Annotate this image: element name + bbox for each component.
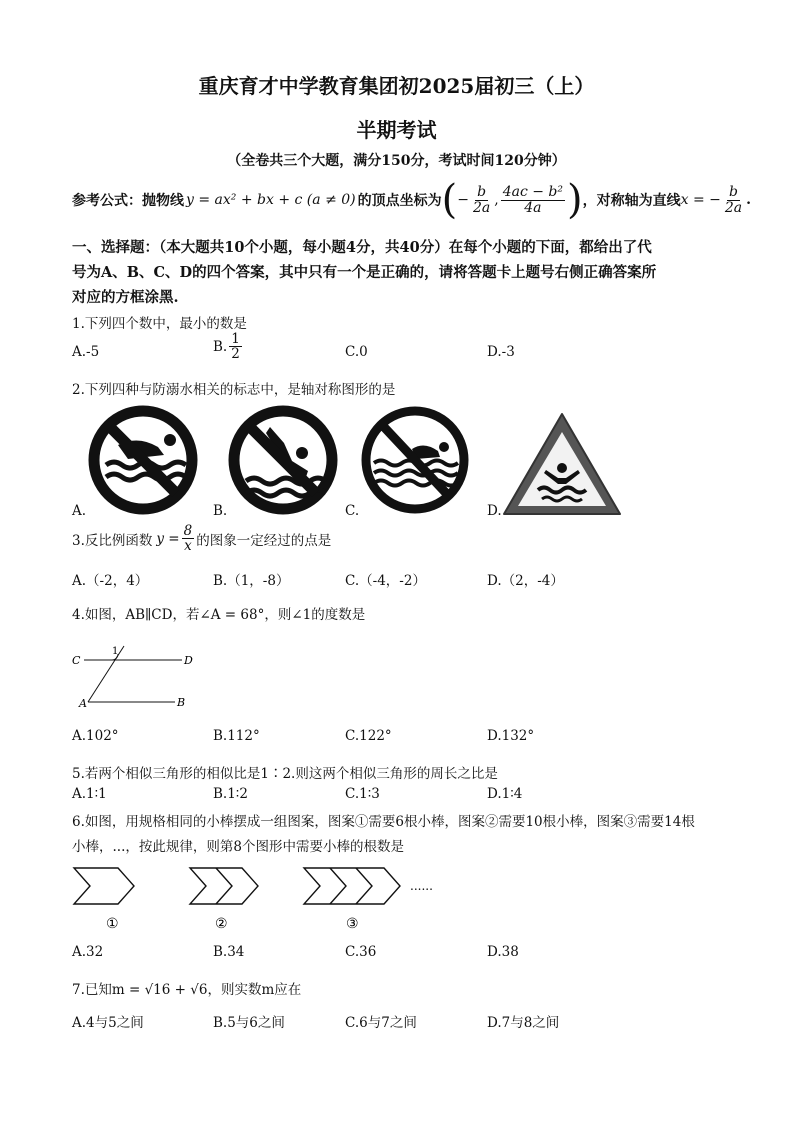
q4-option-b: B.112° — [213, 728, 260, 744]
q1-option-c: C.0 — [345, 344, 368, 360]
exam-info: （全卷共三个大题，满分150分，考试时间120分钟） — [227, 153, 566, 169]
q6-option-c: C.36 — [345, 944, 377, 960]
q2-option-a: A. — [72, 503, 87, 519]
fig-angle-1: 1 — [112, 646, 119, 657]
vertex-y-fraction: $\frac{\text{4ac − b²}}{4a}$ — [502, 183, 563, 216]
fig-label-b: B — [177, 696, 186, 709]
axis-label: ，对称轴为直线 — [582, 193, 681, 209]
question-7-stem: 7.已知m = √16 + √6，则实数m应在 — [72, 982, 302, 998]
reference-formula: 参考公式：抛物线 y = ax² + bx + c (a ≠ 0) 的顶点坐标为 ( − $\frac{b}{2a}$ , $\frac{\text{4ac − b²}}{4a}$ ) ，对称轴为直线 x = − $\frac{b}{2a}$ . — [72, 177, 752, 223]
left-paren: ( — [441, 177, 458, 223]
q3-option-a: A.（-2，4） — [72, 573, 149, 589]
q4-option-d: D.132° — [487, 728, 535, 744]
fig-label-c: C — [72, 654, 81, 667]
vertex-x-fraction: $\frac{b}{2a}$ — [472, 183, 491, 216]
q6-figure-label-3: ③ — [346, 916, 359, 932]
q6-option-a: A.32 — [72, 944, 104, 960]
no-swimming-sign-c — [360, 405, 470, 515]
q6-figure-label-1: ① — [106, 916, 119, 932]
question-3-stem: 3.反比例函数 y = $\frac{8}{x}$ 的图象一定经过的点是 — [72, 523, 332, 555]
question-4-stem: 4.如图，AB∥CD，若∠A = 68°，则∠1的度数是 — [72, 607, 366, 623]
vertex-label: 的顶点坐标为 — [357, 193, 442, 209]
q1-option-d: D.-3 — [487, 344, 515, 360]
question-6-stem-line2: 小棒，...，按此规律，则第8个图形中需要小棒的根数是 — [72, 839, 404, 855]
q2-option-b: B. — [213, 503, 228, 519]
question-5-stem: 5.若两个相似三角形的相似比是1∶2.则这两个相似三角形的周长之比是 — [72, 766, 498, 782]
q2-option-c: C. — [345, 503, 360, 519]
q3-option-c: C.（-4，-2） — [345, 573, 426, 589]
fig-label-a: A — [79, 697, 87, 710]
axis-fraction: $\frac{b}{2a}$ — [724, 183, 743, 216]
q7-option-d: D.7与8之间 — [487, 1015, 560, 1031]
q7-option-c: C.6与7之间 — [345, 1015, 417, 1031]
section-heading-line1: 一、选择题：（本大题共10个小题，每小题4分，共40分）在每个小题的下面，都给出了代 — [72, 239, 652, 256]
no-swimming-sign-a — [88, 405, 198, 515]
q3-option-b: B.（1，-8） — [213, 573, 290, 589]
axis-lhs: x = − — [680, 192, 721, 208]
question-1-stem: 1.下列四个数中，最小的数是 — [72, 316, 247, 332]
q6-option-b: B.34 — [213, 944, 245, 960]
q5-option-c: C.1∶3 — [345, 786, 380, 802]
right-paren: ) — [567, 177, 583, 223]
formula-prefix: 参考公式：抛物线 — [72, 193, 184, 209]
drowning-warning-sign-d — [500, 410, 624, 518]
q3-option-d: D.（2，-4） — [487, 573, 564, 589]
q6-figure-label-2: ② — [215, 916, 228, 932]
parabola-equation: y = ax² + bx + c (a ≠ 0) — [186, 192, 356, 208]
page-title: 重庆育才中学教育集团初2025届初三（上） — [198, 74, 595, 98]
q4-parallel-lines-figure — [70, 640, 200, 714]
q7-option-b: B.5与6之间 — [213, 1015, 285, 1031]
q1-option-a: A.-5 — [72, 344, 100, 360]
q4-option-c: C.122° — [345, 728, 392, 744]
section-heading-line2: 号为A、B、C、D的四个答案，其中只有一个是正确的，请将答题卡上题号右侧正确答案所 — [72, 264, 657, 281]
q6-option-d: D.38 — [487, 944, 519, 960]
q5-option-d: D.1∶4 — [487, 786, 523, 802]
q7-option-a: A.4与5之间 — [72, 1015, 144, 1031]
fig-label-d: D — [184, 654, 193, 667]
q6-continuation-dots: ...... — [410, 879, 433, 893]
question-2-stem: 2.下列四种与防溺水相关的标志中，是轴对称图形的是 — [72, 382, 396, 398]
q1-option-b: B. $\frac{1}{2}$ — [213, 331, 240, 363]
q2-option-d: D. — [487, 503, 502, 519]
no-diving-sign-b — [228, 405, 338, 515]
section-heading-line3: 对应的方框涂黑. — [72, 289, 179, 306]
question-6-stem-line1: 6.如图，用规格相同的小棒摆成一组图案，图案①需要6根小棒，图案②需要10根小棒，图案③需要14根 — [72, 814, 695, 830]
q6-chevron-pattern-figure — [72, 862, 462, 934]
page-subtitle: 半期考试 — [356, 118, 437, 142]
q5-option-a: A.1∶1 — [72, 786, 107, 802]
q4-option-a: A.102° — [72, 728, 119, 744]
q5-option-b: B.1∶2 — [213, 786, 248, 802]
